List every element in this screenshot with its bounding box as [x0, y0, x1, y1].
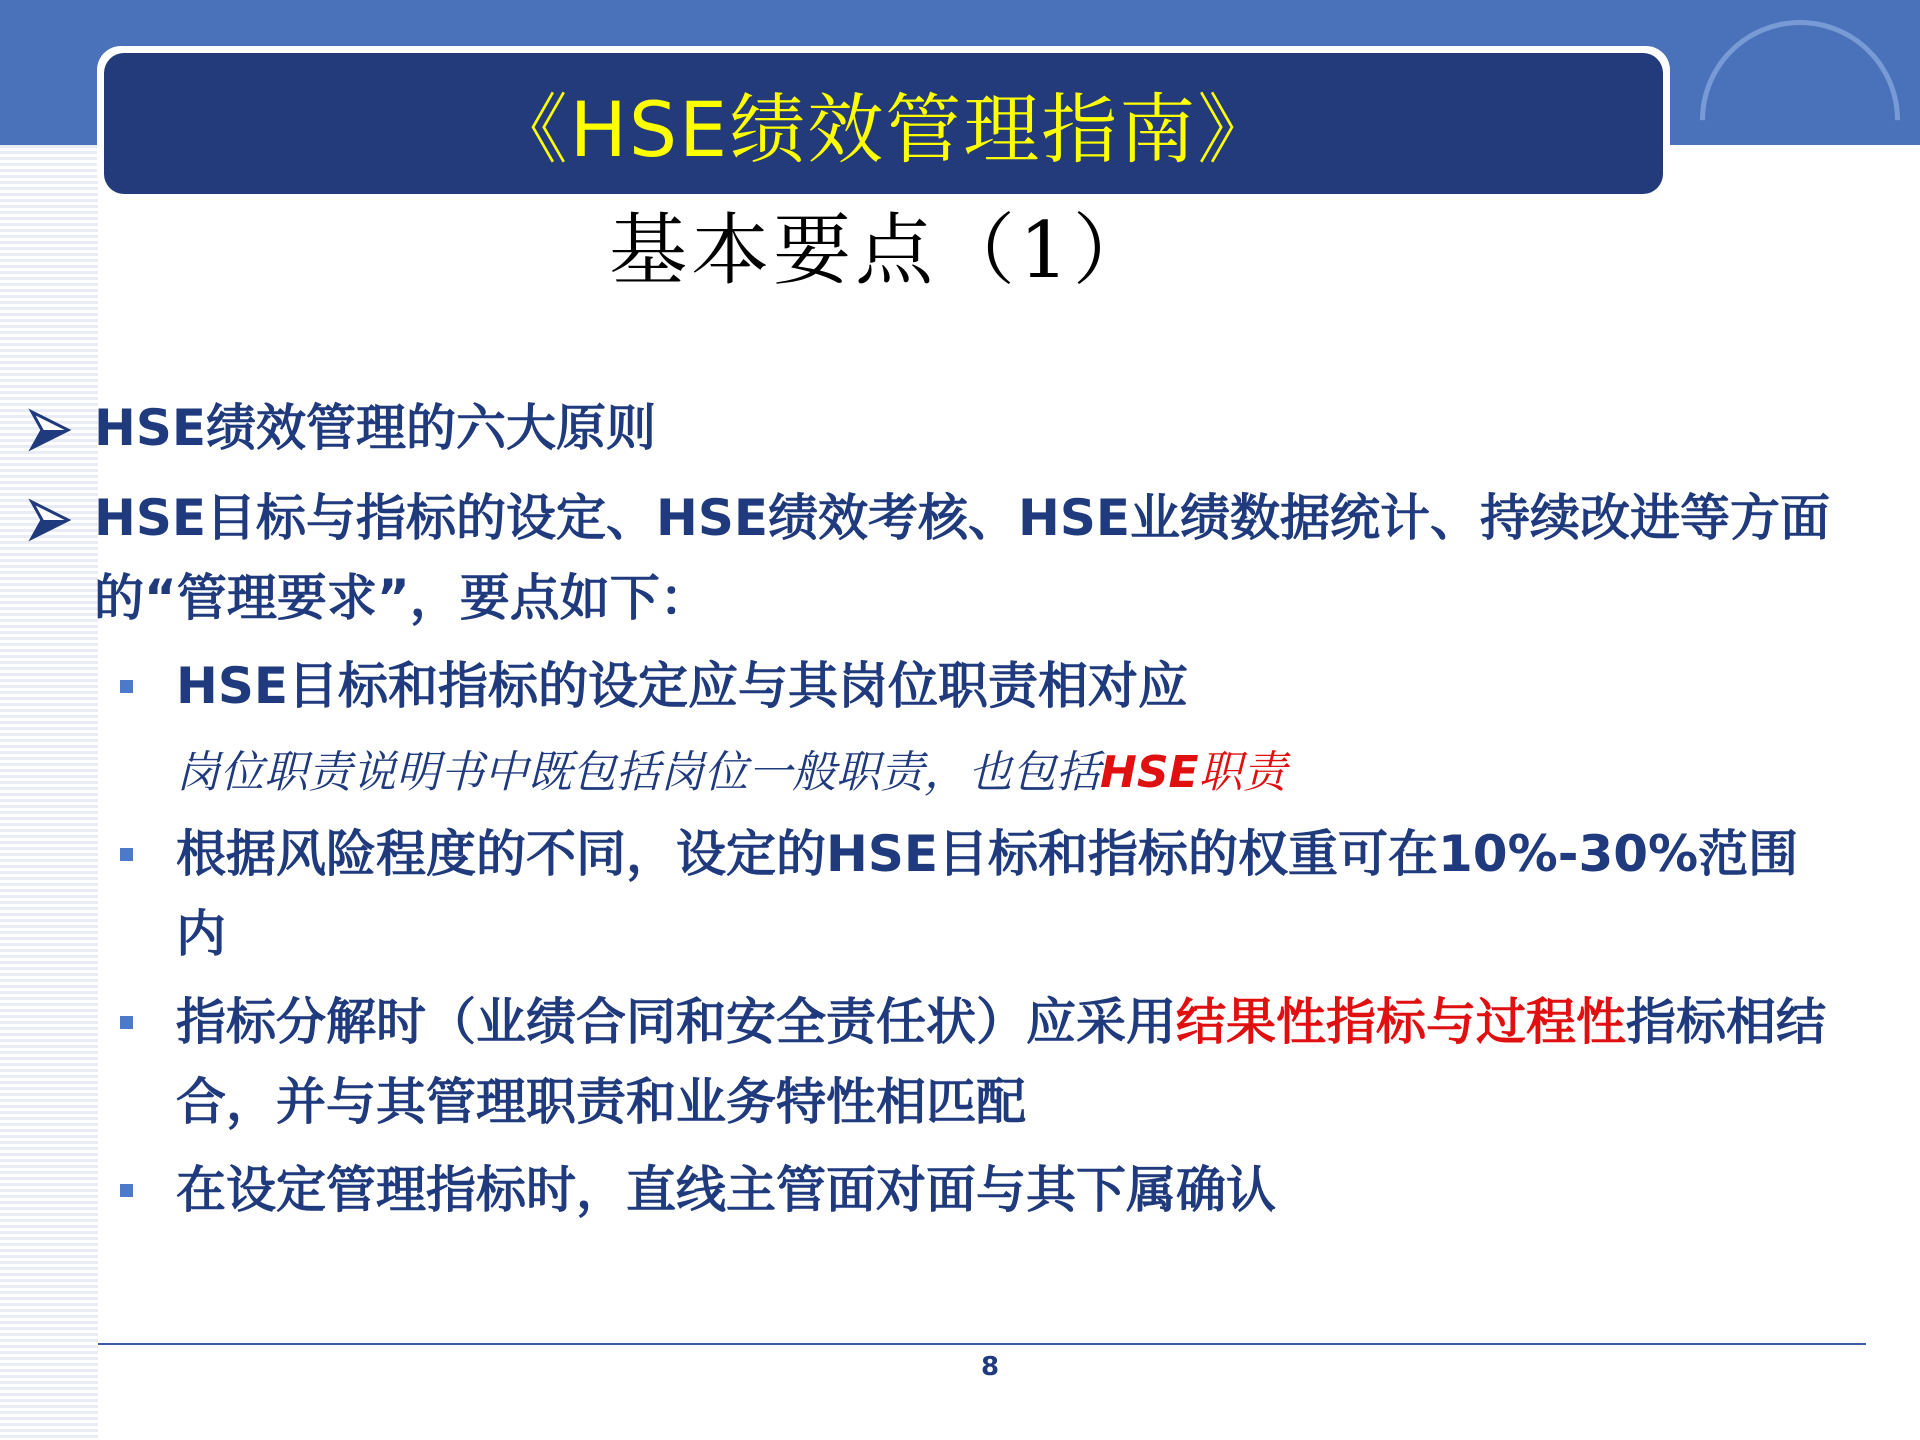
subbullet-indicator-decomposition — [176, 982, 1836, 1142]
bullet-management-requirements: HSE目标与指标的设定、HSE绩效考核、HSE业绩数据统计、持续改进等方面的“管理要求”，要点如下： — [94, 489, 1831, 627]
title-box — [104, 53, 1663, 194]
arrowhead-bullet-icon — [26, 496, 74, 544]
subbullet-note — [176, 736, 1576, 800]
note-red: 职责 — [1198, 747, 1287, 798]
s3-text-after: 指标相结合，并与其管理职责和业务特性相匹配 — [176, 993, 1826, 1131]
s3-text-highlight: 结果性指标与过程性 — [1176, 993, 1626, 1051]
square-bullet-icon — [120, 680, 133, 693]
note-text: 岗位职责说明书中既包括岗位一般职责，也包括 — [176, 747, 1100, 798]
square-bullet-icon — [120, 1184, 133, 1197]
bullet-principles: HSE绩效管理的六大原则 — [94, 399, 657, 457]
arrowhead-bullet-icon — [26, 406, 74, 454]
slide-subtitle: 基本要点（1） — [609, 206, 1155, 296]
subbullet-weight-range: 根据风险程度的不同，设定的HSE目标和指标的权重可在10%-30%范围内 — [176, 825, 1799, 963]
slide-title: 《HSE绩效管理指南》 — [491, 85, 1276, 174]
note-red-bold: HSE — [1100, 747, 1199, 798]
left-stripe-decoration — [0, 145, 98, 1440]
s3-text-before: 指标分解时（业绩合同和安全责任状）应采用 — [176, 993, 1176, 1051]
footer-divider — [98, 1343, 1866, 1345]
square-bullet-icon — [120, 1016, 133, 1029]
subbullet-target-setting: HSE目标和指标的设定应与其岗位职责相对应 — [176, 657, 1189, 715]
subbullet-confirmation: 在设定管理指标时，直线主管面对面与其下属确认 — [176, 1161, 1276, 1219]
square-bullet-icon — [120, 848, 133, 861]
page-number: 8 — [980, 1352, 1000, 1382]
